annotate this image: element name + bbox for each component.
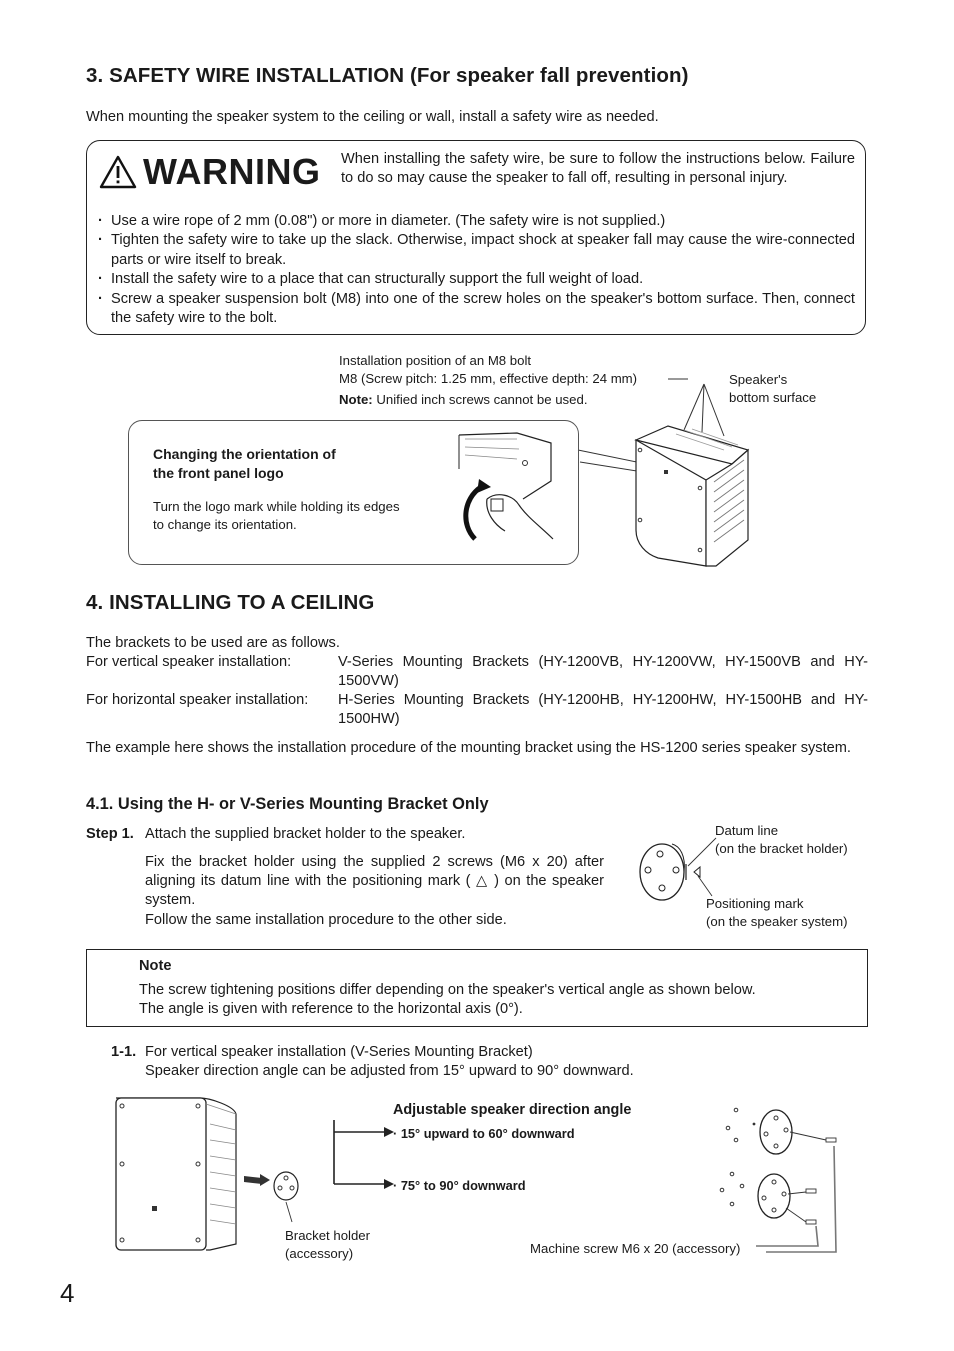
logo-text-line1: Turn the logo mark while holding its edges bbox=[153, 499, 400, 514]
section-3-intro: When mounting the speaker system to the ceiling or wall, install a safety wire as needed. bbox=[86, 109, 659, 125]
follow-instruction: Follow the same installation procedure to the other side. bbox=[145, 912, 507, 928]
machine-screw-label: Machine screw M6 x 20 (accessory) bbox=[530, 1241, 741, 1256]
angle-range-2: · 75° to 90° downward bbox=[393, 1178, 526, 1193]
logo-title-line1: Changing the orientation of bbox=[153, 446, 336, 462]
angle-title: Adjustable speaker direction angle bbox=[393, 1102, 632, 1118]
angle-connector-arrows bbox=[320, 1120, 400, 1200]
bracket-row-horizontal bbox=[86, 691, 868, 729]
bracket-holder-line1: Bracket holder bbox=[285, 1228, 371, 1243]
warning-box bbox=[86, 140, 866, 335]
section-4-heading: 4. INSTALLING TO A CEILING bbox=[86, 591, 375, 614]
datum-line-label bbox=[715, 822, 848, 858]
logo-orientation-box bbox=[128, 420, 579, 565]
bracket-table bbox=[86, 653, 868, 729]
bracket-holder-line2: (accessory) bbox=[285, 1246, 354, 1261]
warning-bullet: · Tighten the safety wire to take up the slack. Otherwise, impact shock at speaker fall may cause the wire-connected parts or wire itself to break. bbox=[97, 231, 855, 270]
positioning-mark-line2: (on the speaker system) bbox=[706, 914, 848, 929]
warning-triangle-icon bbox=[99, 155, 137, 189]
logo-orientation-text bbox=[153, 498, 400, 534]
speaker-with-bracket-holder-illustration bbox=[110, 1094, 300, 1254]
page-number: 4 bbox=[60, 1278, 75, 1308]
subsection-4-1-heading: 4.1. Using the H- or V-Series Mounting Bracket Only bbox=[86, 795, 489, 813]
note-line2: The angle is given with reference to the horizontal axis (0°). bbox=[139, 1001, 523, 1017]
bracket-row-label: For horizontal speaker installation: bbox=[86, 692, 309, 708]
substep-line1: For vertical speaker installation (V-Series Mounting Bracket) bbox=[145, 1044, 533, 1060]
warning-title: WARNING bbox=[143, 151, 321, 192]
step-text: Attach the supplied bracket holder to the speaker. bbox=[145, 826, 466, 842]
section-3-heading: 3. SAFETY WIRE INSTALLATION (For speaker fall prevention) bbox=[86, 64, 689, 87]
bottom-surface-line2: bottom surface bbox=[729, 390, 817, 405]
logo-title-line2: the front panel logo bbox=[153, 465, 284, 481]
bracket-row-value: V-Series Mounting Brackets (HY-1200VB, HY-1200VW, HY-1500VB and HY-1500VW) bbox=[338, 654, 868, 689]
datum-line-line1: Datum line bbox=[715, 823, 779, 838]
positioning-mark-line1: Positioning mark bbox=[706, 896, 804, 911]
fix-text-b: ) on the speaker system. bbox=[145, 873, 604, 909]
bracket-row-vertical bbox=[86, 653, 868, 691]
warning-bullet-list bbox=[97, 212, 855, 328]
bottom-surface-line1: Speaker's bbox=[729, 372, 788, 387]
warning-heading bbox=[99, 151, 339, 195]
bolt-note-label: Note: bbox=[339, 392, 373, 407]
fix-instruction bbox=[145, 853, 604, 911]
logo-text-line2: to change its orientation. bbox=[153, 517, 297, 532]
bracket-holder-label bbox=[285, 1227, 370, 1263]
datum-line-line2: (on the bracket holder) bbox=[715, 841, 848, 856]
bracket-holder-alignment-illustration bbox=[636, 836, 726, 906]
warning-lead: When installing the safety wire, be sure to follow the instructions below. Failure to do so may cause the speaker to fall off, resulting in personal injury. bbox=[341, 151, 855, 187]
brackets-intro: The brackets to be used are as follows. bbox=[86, 635, 340, 651]
positioning-mark-label bbox=[706, 895, 847, 931]
note-line1: The screw tightening positions differ depending on the speaker's vertical angle as shown below. bbox=[139, 982, 756, 998]
note-box bbox=[86, 949, 868, 1027]
screw-positions-illustration bbox=[716, 1100, 842, 1254]
warning-bullet: · Install the safety wire to a place that can structurally support the full weight of load. bbox=[97, 270, 855, 289]
note-title: Note bbox=[139, 958, 172, 974]
bolt-note-text: Unified inch screws cannot be used. bbox=[372, 392, 588, 407]
hand-turning-logo-illustration bbox=[457, 429, 577, 559]
bracket-row-value: H-Series Mounting Brackets (HY-1200HB, HY-1200HW, HY-1500HB and HY-1500HW) bbox=[338, 692, 868, 727]
fix-text-a: Fix the bracket holder using the supplied 2 screws (M6 x 20) after aligning its datum line with the positioning mark ( bbox=[145, 854, 604, 890]
substep-line2: Speaker direction angle can be adjusted from 15° upward to 90° downward. bbox=[145, 1063, 634, 1079]
positioning-mark-symbol: △ bbox=[476, 873, 489, 890]
bracket-row-label: For vertical speaker installation: bbox=[86, 654, 292, 670]
substep-label: 1-1. bbox=[111, 1044, 137, 1060]
angle-range-1: · 15° upward to 60° downward bbox=[393, 1126, 575, 1141]
warning-bullet: · Use a wire rope of 2 mm (0.08") or more in diameter. (The safety wire is not supplied.) bbox=[97, 212, 855, 231]
step-label: Step 1. bbox=[86, 826, 134, 842]
bolt-position-line1: Installation position of an M8 bolt bbox=[339, 353, 532, 368]
logo-orientation-title bbox=[153, 445, 336, 483]
speaker-bottom-illustration bbox=[628, 420, 754, 570]
example-paragraph: The example here shows the installation procedure of the mounting bracket using the HS-1200 series speaker system. bbox=[86, 740, 851, 756]
warning-bullet: · Screw a speaker suspension bolt (M8) into one of the screw holes on the speaker's bottom surface. Then, connect the safety wire to the bolt. bbox=[97, 290, 855, 329]
bolt-position-line2: M8 (Screw pitch: 1.25 mm, effective depth: 24 mm) bbox=[339, 371, 638, 386]
